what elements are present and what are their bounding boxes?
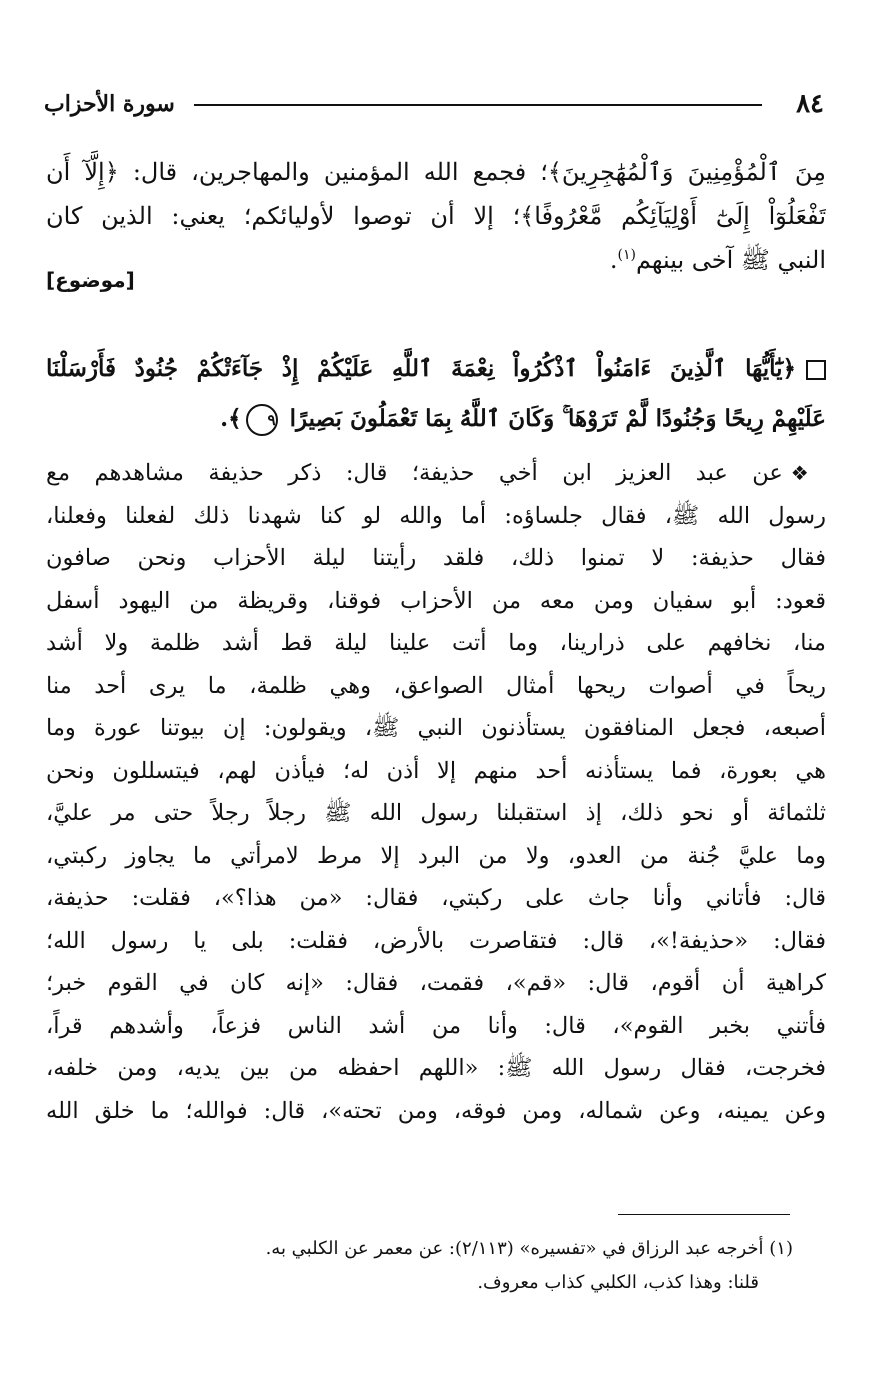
quran-verse [46,344,826,444]
text-line: وعن يمينه، وعن شماله، ومن فوقه، ومن تحته»، قال: فوالله؛ ما خلق الله [46,1097,826,1124]
text-line: فقال: «حذيفة!»، قال: فتقاصرت بالأرض، فقلت: بلى يا رسول الله؛ [46,927,826,954]
text-line: فأتني بخبر القوم»، قال: وأنا من أشد الناس فزعاً، وأشدهم قراً، [46,1012,826,1039]
footnote-line: (١) أخرجه عبد الرزاق في «تفسيره» (٢/١١٣): عن معمر عن الكلبي به. [265,1238,793,1259]
text-line [46,238,826,282]
text-line: منا، نخافهم على ذرارينا، وما أتت علينا ليلة قط أشد ظلمة ولا أشد [46,630,826,656]
footnote-rule [618,1214,790,1215]
end-punct: . [609,246,618,274]
running-header [44,86,824,122]
text-line: ريحاً في أصوات ريحها أمثال الصواعق، وهي ظلمة، ما يرى أحد منا [46,672,826,699]
text-line: تَفْعَلُوٓاْ إِلَىٰٓ أَوْلِيَآئِكُم مَّعْرُوفًا﴾؛ إلا أن توصوا لأوليائكم؛ يعني: الذين كان [46,202,826,230]
verse-text: ﴿يَٰٓأَيُّهَا ٱلَّذِينَ ءَامَنُواْ ٱذْكُرُواْ نِعْمَةَ ٱللَّهِ عَلَيْكُمْ إِذْ جَآءَتْكُمْ جُنُودٌ فَأَرْسَلْنَا [46,355,796,382]
text-line-content: النبي ﷺ آخى بينهم [635,246,826,274]
text-line: ثلثمائة أو نحو ذلك، إذ استقبلنا رسول الله ﷺ رجلاً رجلاً حتى مر عليَّ، [46,800,826,826]
text-line: رسول الله ﷺ، فقال جلساؤه: أما والله لو كنا شهدنا ذلك لفعلنا وفعلنا، [46,502,826,529]
text-line: أصبعه، فجعل المنافقون يستأذنون النبي ﷺ، ويقولون: إن بيوتنا عورة وما [46,715,826,741]
diamond-bullet-icon: ❖ [790,461,826,485]
header-rule [194,104,762,106]
text-line: قعود: أبو سفيان ومن معه من الأحزاب فوقنا، وقريظة من اليهود أسفل [46,587,826,614]
text-line: مِنَ ٱلْمُؤْمِنِينَ وَٱلْمُهَٰجِرِينَ﴾؛ فجمع الله المؤمنين والمهاجرين، قال: ﴿إِلَّآ أَن [46,158,826,186]
text-line: قال: فأتاني وأنا جاث على ركبتي، فقال: «من هذا؟»، فقلت: حذيفة، [46,885,826,911]
square-bullet-icon [806,360,826,380]
footnote-marker: (١) [617,247,636,263]
main-paragraph [46,452,826,1132]
verse-line [46,344,826,394]
text-line: وما عليَّ جُنة من العدو، ولا من البرد إلا مرط لامرأتي ما يجاوز ركبتي، [46,842,826,869]
page-number: ٨٤ [796,89,824,119]
text-line [46,452,826,495]
text-line: كراهية أن أقوم، قال: «قم»، فقمت، فقال: «إنه كان في القوم خبر؛ [46,970,826,996]
verse-text: عَلَيْهِمْ رِيحًا وَجُنُودًا لَّمْ تَرَوْهَا ۚ وَكَانَ ٱللَّهُ بِمَا تَعْمَلُونَ بَصِيرًا [289,405,826,432]
text-line-content: عن عبد العزيز ابن أخي حذيفة؛ قال: ذكر حذيفة مشاهدهم مع [46,460,783,486]
text-line: فخرجت، فقال رسول الله ﷺ: «اللهم احفظه من بين يديه، ومن خلفه، [46,1055,826,1081]
text-line: فقال حذيفة: لا تمنوا ذلك، فلقد رأيتنا ليلة الأحزاب ونحن صافون [46,545,826,571]
text-line: هي بعورة، فما يستأذنه أحد منهم إلا أذن له؛ فيأذن لهم، فيتسللون ونحن [46,757,826,784]
verse-close: ﴾. [220,405,242,432]
footnote-line: قلنا: وهذا كذب، الكلبي كذاب معروف. [477,1272,759,1293]
surah-title: سورة الأحزاب [44,91,175,117]
ayah-number-icon: ٩ [246,404,278,436]
verse-line [46,394,826,444]
topic-tag: [موضوع] [46,268,135,292]
intro-paragraph [46,150,826,282]
footnotes [120,1232,793,1300]
